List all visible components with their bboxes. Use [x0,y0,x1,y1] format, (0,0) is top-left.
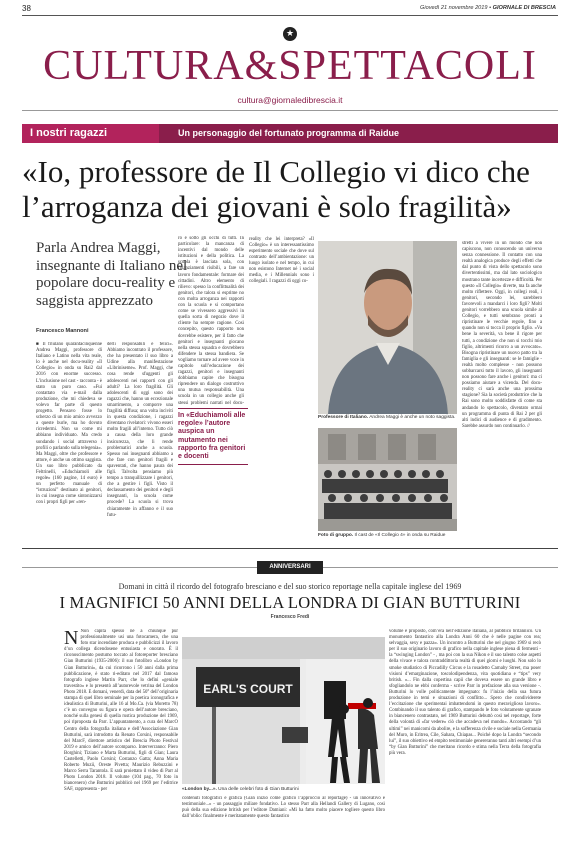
article2-column-1 [64,629,178,834]
section-email[interactable]: cultura@giornaledibrescia.it [237,95,343,105]
section-title: CULTURA&SPETTACOLI [43,43,537,89]
article1-column-4 [462,241,542,543]
subheadline: Parla Andrea Maggi, insegnante di Italiano nel popolare docu-reality e saggista apprezzato [36,240,188,309]
masthead-rule [22,110,558,111]
main-headline: «Io, professore de Il Collegio vi dico che l’arroganza dei giovani è solo fragilità» [22,154,530,224]
photo1-caption-bold: Professore di Italiano. [318,415,369,420]
photo2-caption-bold: Foto di gruppo. [318,533,354,538]
london-photo [182,637,385,784]
photo1-caption-text: Andrea Maggi è anche un noto saggista. [369,415,456,420]
article2-column-2 [182,796,385,836]
london-illustration [182,637,385,784]
paper-name: GIORNALE DI BRESCIA [492,5,556,11]
issue-date: Giovedì 21 novembre 2019 [420,5,488,11]
page-number: 38 [22,4,31,13]
pull-quote: In «Educhiamoli alle regole» l’autore auspica un mutamento nei rapporto fra genitori e docenti [178,408,248,465]
article1-col2-text: derli responsabili e felici». Abbiamo incontrato il professore, che ha presentato il suo libro a Udine alla manifestazione «Libriniseme». Prof. Maggi, che cosa rende sfuggenti gli adolescenti nei rapporti con gli adulti? La loro fragilità. Gli adolescenti di oggi sono dei ragazzi che, hanno un eccezionale smarrimento, a comporre una fragilità diffusa; una volta inciviti in questa condizione, i ragazzi diventano rivelatori: vivono esseri molto fragili all’interno. Tutto ciò a causa della loro grande insicurezza, che li rende problematici anche a scuola. Spesso noi insegnanti abbiamo a che fare con genitori fragili e spaventati, che hanno paura dei figli. Talvolta pensiamo più tempo a tranquillizzare i genitori, che a gestire i figli. Visto il declassamento dei genitori e degli insegnanti, la scuola come procede? La scuola si trova chiaramente in affanno e il suo futu- [107,342,173,518]
category-subtitle: Un personaggio del fortunato programma di Raidue [178,128,400,138]
top-rule [22,15,558,16]
article2-byline: Francesco Fredi [270,614,310,620]
article1-column-2 [107,342,173,540]
category-tag: I nostri ragazzi [22,124,159,143]
article-separator [22,548,558,549]
photo3-caption-bold: «London by...». [182,787,217,792]
group-illustration [318,428,457,531]
photo2-caption-text: Il cast de «Il Collegio 4» in onda su Raidue [354,533,446,538]
article1-col3-continued: reality che lei interpreta? «Il Collegio» è un interessantissimo esperimento sociale che dove sul contrasto dell’ambientazione: un luogo isolato e nel tempo, in cui non esistono Internet né i social media, e i Millennials sono i collegiali. I ragazzi di oggi co- [249,236,314,285]
portrait-photo [318,241,457,414]
photo2-caption [318,533,457,538]
article2-col1-text [64,629,178,794]
drop-cap: N [64,629,79,649]
article2-headline: I MAGNIFICI 50 ANNI DELLA LONDRA DI GIAN BUTTURINI [59,593,521,612]
issue-info: Giovedì 21 novembre 2019 • GIORNALE DI BRESCIA [420,5,556,11]
article1-col3-text: ro è sotto gli occhi di tutti. In particolare: la mancanza di incentivi dal mondo delle istituzioni e della politica. La scuola è lasciata sola, con finanziamenti risibili, a fare un lavoro fondamentale: formare dei cittadini. Altro elemento di rilievo: spesso la conflittualità dei genitori, che talora si esprime no con molta arroganza nei rapporti con la scuola e si comportano come se vivessero aggressivi in quella sorta di negozio dove il cliente ha sempre ragione. Così concepito, questo rapporto non dovrebbe esistere, per il fatto che genitori e insegnanti giocano nella stessa squadra e dovrebbero difendere la stessa bandiera. Se vogliamo tornare ad avere voce in capitolo sull’educazione dei ragazzi, genitori e insegnanti dobbiamo capire che bisogna riprendere un dialogo costruttivo una mutua responsabilità. Una scuola in un collegio anche gli stessi problemi narrati nel docu- [178,236,244,406]
article2-kicker: Domani in città il ricordo del fotografo bresciano e del suo storico reportage nella capitale inglese del 1969 [118,582,462,591]
article2-col1-body: Non capita spesso né a chiunque pur professionalmente usi una fotocamera, che una foto star incendiate produca e pubblicizzi il lavoro d’un collega dicendosene entusiasta e onorato. È il riconoscimento postumo toccato al fotoreporter bresciano Gian Butturini (1935-2006): il suo fotolibro «London by Gian Butturini», da cui ricorrono i 50 anni dalla prima pubblicazione, è stato ri-editato nel 2017 dal famoso fotografo inglese Martin Parr, che lo definì «geniale travestito» e lo presentò all’autorevole vetrina del London Photo 2018. E domani, venerdì, data del 50° dell’originaria stampa di quel libro seminale per la poetica iconografica e idealistica di Butturini, alle 16 al Mo.Ca. (via Moretto 78) c’è un convegno su figura e opera dell’autore bresciano, nonché sulla genesi di quella rustica produzione del 1969, poi riproposta da Parr. L’appuntamento, a cura del MarcO Centro della fotografia italiana e dell’Associazione Gian Butturini, sarà introdotto da Renato Corsini, responsabile del MarcF, direttore artistico del Brescia Photo Festival 2019 e amico dell’autore scomparso. Interverranno: Piero Borghini; Tiziano e Marta Butturini, figli di Gian; Laura Castelletti, Paolo Corsini; Costanzo Gatta; Anna Maria Roberto Muzii, Oreste Pivetta; Maurizio Rebuzzini e Marco Serra Tarantola. E sarà proiettato il video di Parr al Photo London 2018. Il volume (104 pag., 70 foto in biancenero) che Butturini pubblicò nel 1969 per l’editrice SAF, rappresenta - per [64,629,178,793]
article1-column-3b [249,236,314,540]
article1-column-3a [178,236,244,406]
photo3-caption [182,787,385,792]
article1-col4-text: stretti a vivere in un mondo che non capiscono, non conoscendo un universo senza connessione. Il contatto con una realtà analogica produce degli effetti che dal punto di vista dello spettacolo sono divertentissimi, ma dal lato sociologico mostrano tante incertezze e difficoltà. Per questo «Il Collegio» diverte, ma fa anche molto riflettere. Oggi, in collegi reali, i genitori, secondo lei, sarebbero favorevoli a mandarci i loro figli? Molti genitori vorrebbero una scuola simile al Collegio, e tutti sembrano pronti a ripristinare le vecchie regole, fino a quando non si tocca il proprio figlio. «Va bene la severità, va bene il rigore per tutti, a condizione che non si tocchi mio figlio, altrimenti ricorro a un avvocato». Bisogna ripristinare un nuovo patto tra la famiglia e gli insegnanti: se le famiglie - realtà molto complesse - non possono sobbarcarsi tutto il lavoro, gli insegnanti non possono fare anche i genitori: ma ci possiamo aiutare a vicenda. Del docu-reality ci sarà anche una prossima stagione? Sia la società produttrice che la Rai sono molto soddisfatte di come sta andando lo spettacolo, diventato ormai un programma di punta di Rai 2 per gli alti indici di audience e di gradimento. Sarebbe assurdo non continuarlo. // [462,241,542,429]
photo1-caption [318,415,457,420]
photo3-caption-text: Una delle celebri foto di Gian Butturini [218,787,299,792]
byline: Francesco Mannoni [36,328,89,334]
article2-col2-text: contenuti fotografici e grafica (Gian iniziò come grafico l’approccio al reportage) - un innovativo e testimoniale...» - un passaggio miliare fondativo. Lo stesso Parr alla Hellandi Gallery di Lugano, così può della sua edizione british per l’editore Damiani: «Mi ha fatto molto piacere togliere questo libro dall’oblio: finalmente è meritatamente questo fantastico [182,796,385,820]
article2-column-3 [389,629,541,835]
earls-court-sign: EARL'S COURT [203,682,293,696]
star-icon: ★ [283,27,297,41]
group-photo [318,428,457,531]
portrait-illustration [318,241,457,414]
article2-col3-text: volume è proposto, com’era nell’edizione italiana, al pubblico britannico. Un monumento fantastico alla Londra Anni 60 che è nelle pagine con rea; selvaggia, sexy e pazza». Un incontro a Butturini che nel giugno 1969 si recò per il suo originario lavoro di grafico nella capitale inglese piena di fermenti - la “swinging London” - , ma poi con la sua Nikon e il suo talento colse aspetti della vivace e talora contraddittoria realtà di quei giorni e luoghi. Non solo lo smoke studiatico di Piccadilly Circus e la rosadetto Carnaby Street, ma poser visioni d’emarginazione, toscolodipendenza, vita quotidiana e “tips” very british. «... Fin dalla copertina capii che doveva essere un grande libro e sfogliandolo ne ebbi conferma - scrive Parr in prefazione alla sua versione -. Butturini lo volle politicamente impegnato: fu l’inizio della sua futura produzione in temi e situazioni di conflitto... Spero che condividerete l’eccitazione che sperimentai imbattendomi in questo meraviglioso lavoro». Combinando il suo talento di grafico, stampando le foto volutamente sgranate in biancenero contrastato, nel 1969 Butturini debuttò così nel reportage, forte della volontà di «far vedere» ciò che accadeva nel mondo». Accostando “gli ultimi” nei manicomi da abolire, e la sofferenza civile e sociale nella Germania del Muro, in Eritrea, Cile, Sahara, Chiapas... Poiché dopo la Londra “secondo lui”, il suo obiettivo ed empito testimoniale genereranno tanti altri esempi d’un “by Gian Butturini” che meritano ricordo e stima nella Terra della fotografia più vera. [389,629,541,756]
anniversary-tag: ANNIVERSARI [257,561,323,574]
article1-column-1 [36,342,102,540]
article1-col1-text: ■ Il friulano quarantacinquenne Andrea Maggi, professore di Italiano e Latino nella vita reale, lo è anche nel docu-reality «Il Collegio» in onda su Rai2 dal 2016 con enorme successo. L’inclusione nel cast - racconta - è stato un puro caso. «Fui contattato via e-mail dalla produzione, che mi chiedeva se volevo far parte di questo progetto. Pensavo fosse lo scherzo di un mio amico avvezzo a queste burle, ma ho dovuto ricredermi. Non so come mi abbiano individuato. Ma credo sondando i social attraverso i profili o parlando sulla telegenia». Ma Maggi, oltre che professore e attore, è anche un ottimo saggista. Un suo libro pubblicato da Feltrinelli, «Educhiamoli alle regole» (160 pagine, 14 euro) è un perfetto manuale di “istruzioni” destinato ai genitori, in cui insegna come sintonizzarsi con i propri figli per «ren- [36,342,102,506]
